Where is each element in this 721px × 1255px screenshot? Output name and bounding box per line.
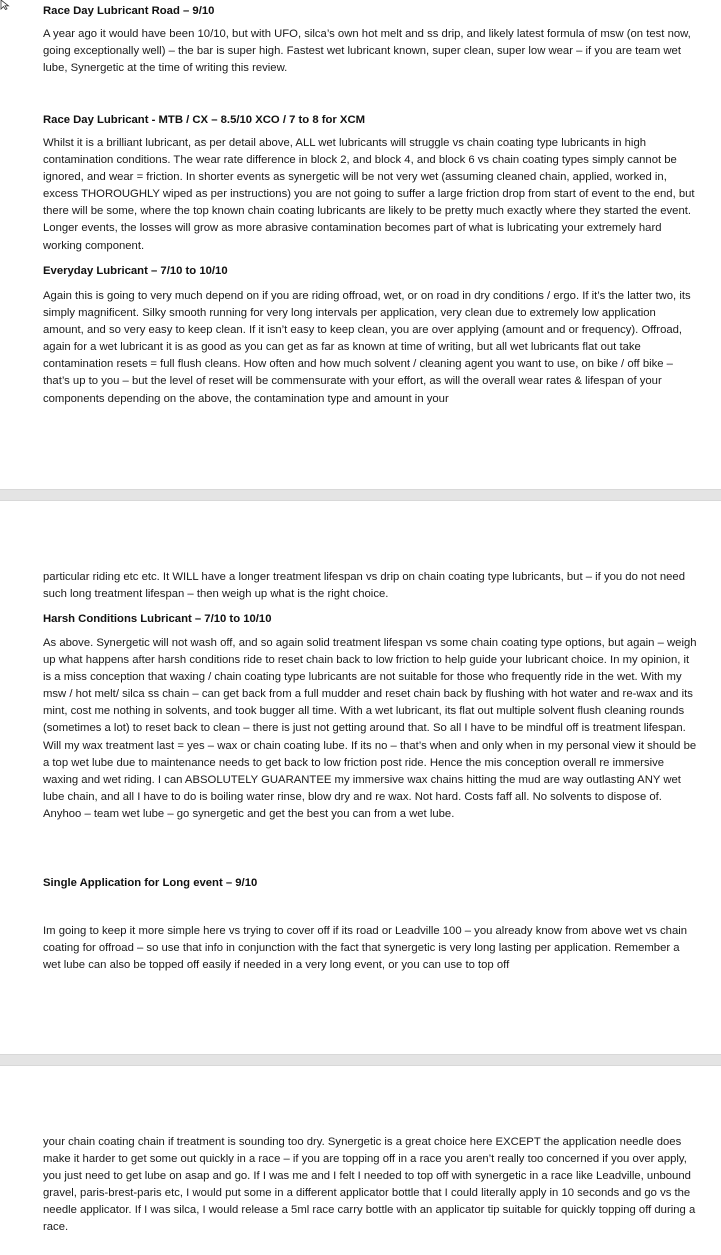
single-body-wrap	[43, 923, 698, 974]
everyday-body-wrap	[43, 288, 698, 408]
section-race-road	[43, 4, 698, 18]
section-everyday	[43, 264, 698, 278]
heading-everyday: Everyday Lubricant – 7/10 to 10/10	[43, 265, 228, 277]
page-break	[0, 489, 721, 501]
section-single	[43, 876, 698, 890]
heading-harsh: Harsh Conditions Lubricant – 7/10 to 10/10	[43, 613, 272, 625]
paragraph-harsh: As above. Synergetic will not wash off, and so again solid treatment lifespan vs some chain coating type options, but again – weigh up what happens after harsh conditions ride to reset chain back to low friction to help guide your lubricant choice. In my opinion, it is a miss conception that waxing / chain coating type lubricants are not suitable for those who frequently ride in the wet. With my msw / hot melt/ silca ss chain – can get back from a full mudder and reset chain back by flushing with hot water and re-wax and its mint, cost me nothing in solvents, and took bugger all time. With a wet lubricant, its flat out multiple solvent flush cleaning rounds (sometimes a lot) to reset back to clean – there is just not getting around that. So all I have to be mindful off is treatment lifespan. Will my wax treatment last = yes – wax or chain coating lube. If its no – that’s when and only when in my personal view it should be a top wet lube due to maintenance needs to get back to low friction post ride. Hence the mis conception overall re immersive waxing and wet riding. I can ABSOLUTELY GUARANTEE my immersive wax chains hitting the mud are way outlasting ANY wet lube chain, and all I have to do is boiling water rinse, blow dry and re wax. Not hard. Costs faff all. No solvents to dispose of. Anyhoo – team wet lube – go synergetic and get the best you can from a wet lube.	[43, 637, 697, 820]
race-mtb-body-wrap	[43, 135, 698, 255]
everyday-continued-wrap	[43, 569, 698, 603]
paragraph-single-page2: Im going to keep it more simple here vs trying to cover off if its road or Leadville 100 – you already know from above wet vs chain coating for offroad – so use that info in conjunction with the fact that synergetic is very long lasting per application. Remember a wet lube can also be topped off easily if needed in a very long event, or you can use to top off	[43, 925, 688, 972]
single-continued-wrap	[43, 1134, 698, 1237]
section-harsh	[43, 612, 698, 626]
mouse-cursor-icon	[0, 0, 14, 10]
section-race-mtb	[43, 113, 698, 127]
harsh-body-wrap	[43, 635, 698, 823]
paragraph-single-page3: your chain coating chain if treatment is sounding too dry. Synergetic is a great choice here EXCEPT the application needle does make it harder to get some out quickly in a race – if you are topping off in a race you aren’t really too concerned if you over apply, you just need to get lube on asap and go. If I was me and I felt I needed to top off with synergetic in a race like Leadville, unbound gravel, paris-brest-paris etc, I would put some in a different applicator bottle that I could literally apply in 10 seconds and go vs the needle applicator. If I was silca, I would release a 5ml race carry bottle with an applicator tip suitable for quickly topping off during a race.	[43, 1136, 696, 1234]
paragraph-everyday-page1: Again this is going to very much depend on if you are riding offroad, wet, or on road in dry conditions / ergo. If it’s the latter two, its simply magnificent. Silky smooth running for very long intervals per application, very clean due to extremely low application amount, and so very easy to keep clean. If it isn’t easy to keep clean, you are over applying (amount and or frequency). Offroad, again for a wet lubricant it is as good as you can get as far as known at time of writing, but all wet lubricants flat out take contamination resets = full flush cleans. How often and how much solvent / cleaning agent you want to use, on bike / off bike – that’s up to you – but the level of reset will be commensurate with your effort, as will the overall wear rates & lifespan of your components depending on the above, the contamination type and amount in your	[43, 290, 691, 405]
race-road-body-wrap	[43, 26, 698, 77]
heading-race-road: Race Day Lubricant Road – 9/10	[43, 5, 215, 17]
page-break	[0, 1054, 721, 1066]
paragraph-race-road: A year ago it would have been 10/10, but with UFO, silca’s own hot melt and ss drip, and likely latest formula of msw (on test now, going exceptionally well) – the bar is super high. Fastest wet lubricant known, super clean, super low wear – if you are team wet lube, Synergetic at the time of writing this review.	[43, 28, 691, 75]
heading-race-mtb: Race Day Lubricant - MTB / CX – 8.5/10 XCO / 7 to 8 for XCM	[43, 114, 366, 126]
paragraph-everyday-page2: particular riding etc etc. It WILL have a longer treatment lifespan vs drip on chain coating type lubricants, but – if you do not need such long treatment lifespan – then weigh up what is the right choice.	[43, 571, 685, 601]
paragraph-race-mtb: Whilst it is a brilliant lubricant, as per detail above, ALL wet lubricants will struggle vs chain coating type lubricants in high contamination conditions. The wear rate difference in block 2, and block 4, and block 6 vs chain coating types simply cannot be ignored, and wear = friction. In shorter events as synergetic will be not very wet (assuming cleaned chain, applied, worked in, excess THOROUGHLY wiped as per instructions) you are not going to suffer a large friction drop from start of event to the end, but there will be some, where the top known chain coating lubricants are likely to be pretty much exactly where they started the event. Longer events, the losses will grow as more abrasive contamination becomes part of what is lubricating your extremely hard working component.	[43, 137, 695, 252]
heading-single: Single Application for Long event – 9/10	[43, 877, 258, 889]
